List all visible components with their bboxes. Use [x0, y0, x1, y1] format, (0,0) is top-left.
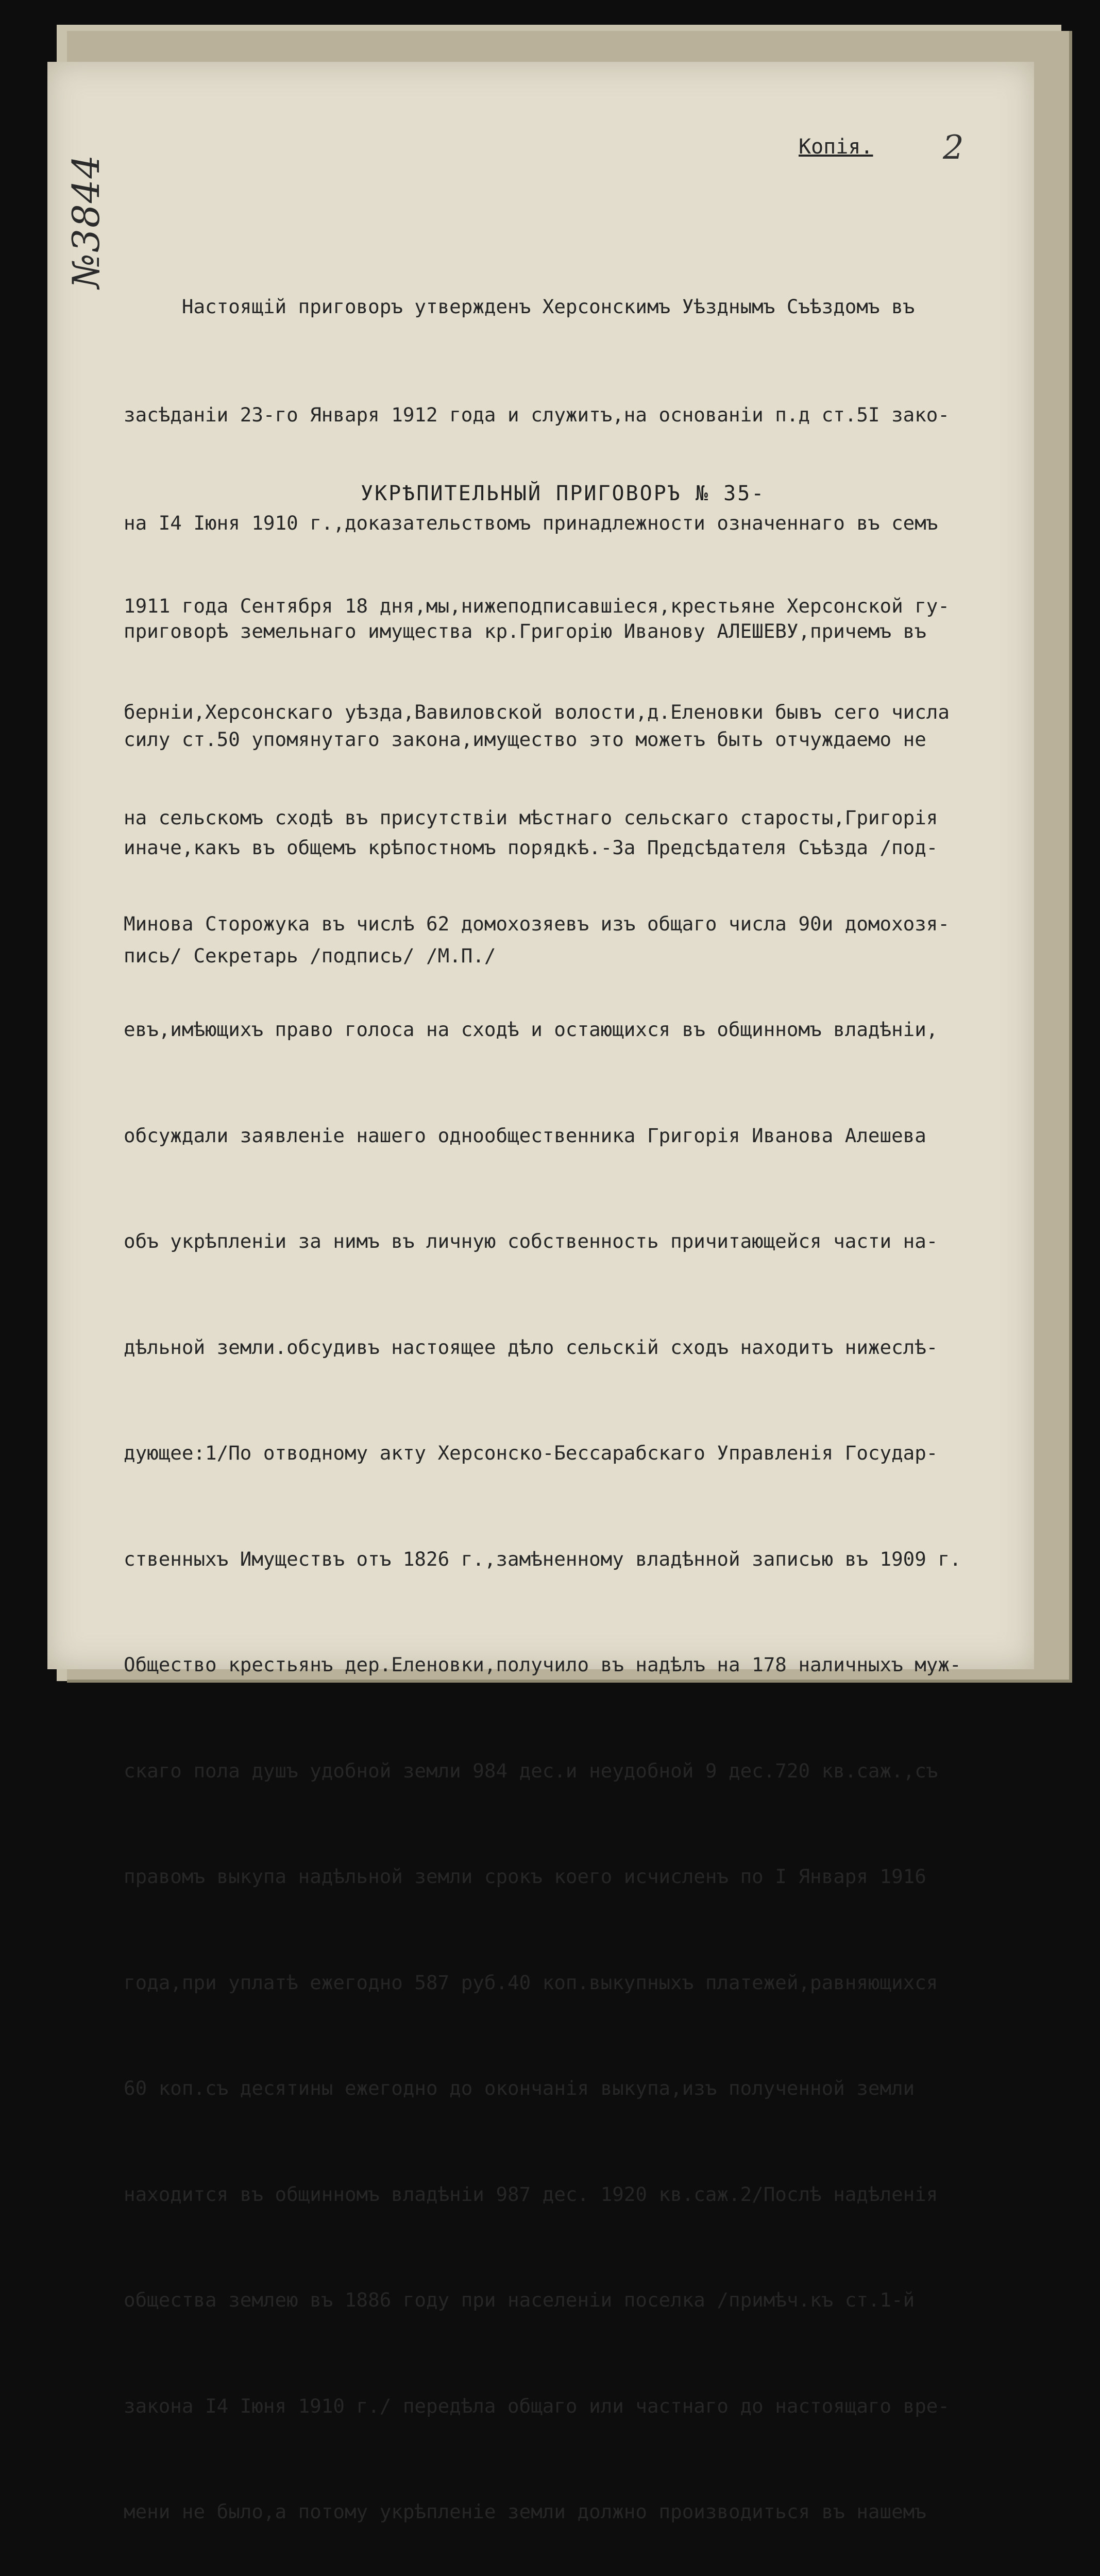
body-line: правомъ выкупа надѣльной земли срокъ коего исчисленъ по I Января 1916: [124, 1865, 926, 1888]
body-line: мени не было,а потому укрѣпленіе земли должно производиться въ нашемъ: [124, 2500, 926, 2523]
body-line: Общество крестьянъ дер.Еленовки,получило въ надѣлъ на 178 наличныхъ муж-: [124, 1653, 961, 1676]
body-line: объ укрѣпленіи за нимъ въ личную собственность причитающейся части на-: [124, 1230, 938, 1252]
body-line: 1911 года Сентября 18 дня,мы,нижеподписавшіеся,крестьяне Херсонской гу-: [124, 595, 950, 617]
body-line: находится въ общинномъ владѣніи 987 дес. 1920 кв.саж.2/Послѣ надѣленія: [124, 2182, 938, 2206]
body-line: дѣльной земли.обсудивъ настоящее дѣло сельскій сходъ находитъ нижеслѣ-: [124, 1335, 938, 1359]
decree-title: УКРѢПИТЕЛЬНЫЙ ПРИГОВОРЪ № 35-: [361, 482, 766, 505]
body-line: года,при уплатѣ ежегодно 587 руб.40 коп.выкупныхъ платежей,равняющихся: [124, 1971, 938, 1994]
body-line: Минова Сторожука въ числѣ 62 домохозяевъ изъ общаго числа 90и домохозя-: [124, 912, 950, 935]
body-line: общества землею въ 1886 году при населеніи поселка /примѣч.къ ст.1-й: [124, 2289, 915, 2311]
body-line: евъ,имѣющихъ право голоса на сходѣ и остающихся въ общинномъ владѣніи,: [124, 1018, 938, 1041]
page-number: 2: [943, 129, 964, 167]
decree-body: [124, 518, 1015, 2576]
approval-line: приговорѣ земельнаго имущества кр.Григорію Иванову АЛЕШЕВУ,причемъ въ: [124, 620, 926, 642]
approval-line: на I4 Іюня 1910 г.,доказательствомъ принадлежности означеннаго въ семъ: [124, 512, 938, 534]
body-line: обсуждали заявленіе нашего однообщественника Григорія Иванова Алешева: [124, 1124, 926, 1147]
copy-label: Копія.: [799, 135, 873, 159]
approval-line: засѣданіи 23-го Января 1912 года и служитъ,на основаніи п.д ст.5I зако-: [124, 403, 950, 426]
catalog-number: №3844: [64, 154, 108, 289]
body-line: закона I4 Іюня 1910 г./ передѣла общаго или частнаго до настоящаго вре-: [124, 2394, 950, 2417]
body-line: берніи,Херсонскаго уѣзда,Вавиловской волости,д.Еленовки бывъ сего числа: [124, 700, 950, 723]
body-line: скаго пола душъ удобной земли 984 дес.и неудобной 9 дес.720 кв.саж.,съ: [124, 1759, 938, 1782]
approval-line: пись/ Секретарь /подпись/ /М.П./: [124, 944, 496, 967]
body-line: 60 коп.съ десятины ежегодно до окончанія выкупа,изъ полученной земли: [124, 2077, 915, 2099]
body-line: на сельскомъ сходѣ въ присутствіи мѣстнаго сельскаго старосты,Григорія: [124, 806, 938, 829]
approval-line: силу ст.50 упомянутаго закона,имущество это можетъ быть отчуждаемо не: [124, 728, 926, 751]
body-line: ственныхъ Имуществъ отъ 1826 г.,замѣненному владѣнной записью въ 1909 г.: [124, 1547, 961, 1570]
approval-line: Настоящій приговоръ утвержденъ Херсонскимъ Уѣзднымъ Съѣздомъ въ: [124, 295, 915, 318]
approval-line: иначе,какъ въ общемъ крѣпостномъ порядкѣ.-За Предсѣдателя Съѣзда /под-: [124, 836, 938, 859]
body-line: дующее:1/По отводному акту Херсонско-Бессарабскаго Управленія Государ-: [124, 1442, 938, 1464]
